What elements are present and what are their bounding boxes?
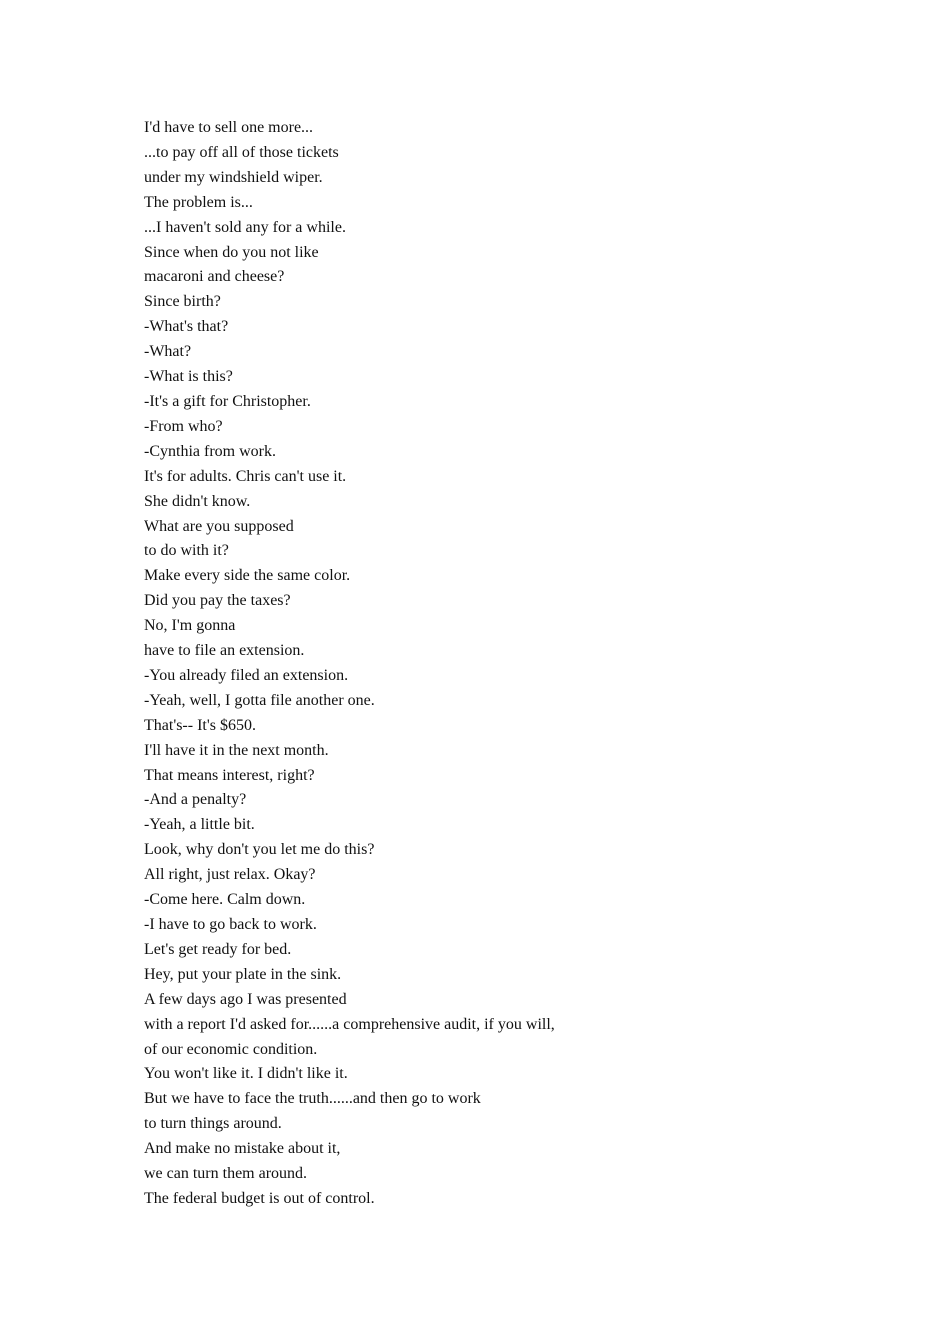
transcript-line: But we have to face the truth......and then go to work: [144, 1090, 481, 1108]
transcript-line: That means interest, right?: [144, 766, 315, 784]
transcript-line: What are you supposed: [144, 517, 294, 535]
transcript-line: All right, just relax. Okay?: [144, 866, 316, 884]
transcript-line: Look, why don't you let me do this?: [144, 841, 375, 859]
transcript-line: ...to pay off all of those tickets: [144, 143, 339, 161]
transcript-line: She didn't know.: [144, 492, 251, 510]
transcript-line: A few days ago I was presented: [144, 990, 347, 1008]
transcript-line: -It's a gift for Christopher.: [144, 392, 311, 410]
transcript-line: under my windshield wiper.: [144, 168, 323, 186]
transcript-line: Make every side the same color.: [144, 567, 351, 585]
transcript-line: Since birth?: [144, 293, 221, 311]
transcript-line: And make no mistake about it,: [144, 1140, 341, 1158]
transcript-line: Let's get ready for bed.: [144, 940, 292, 958]
transcript-line: -And a penalty?: [144, 791, 247, 809]
transcript-line: No, I'm gonna: [144, 617, 236, 635]
transcript-line: -Yeah, well, I gotta file another one.: [144, 691, 375, 709]
transcript-text: [144, 116, 904, 1212]
transcript-line: macaroni and cheese?: [144, 268, 285, 286]
transcript-line: to turn things around.: [144, 1115, 282, 1133]
transcript-line: The federal budget is out of control.: [144, 1189, 375, 1207]
transcript-line: -Come here. Calm down.: [144, 891, 306, 909]
transcript-line: -What?: [144, 343, 192, 361]
transcript-line: The problem is...: [144, 193, 253, 211]
transcript-line: to do with it?: [144, 542, 229, 560]
transcript-line: -What is this?: [144, 368, 233, 386]
transcript-line: I'd have to sell one more...: [144, 119, 314, 136]
transcript-line: You won't like it. I didn't like it.: [144, 1065, 348, 1083]
transcript-line: -You already filed an extension.: [144, 666, 349, 684]
transcript-line: have to file an extension.: [144, 642, 305, 660]
transcript-line: Since when do you not like: [144, 243, 319, 261]
transcript-line: ...I haven't sold any for a while.: [144, 218, 346, 236]
transcript-line: -From who?: [144, 417, 223, 435]
transcript-line: I'll have it in the next month.: [144, 741, 329, 759]
transcript-line: of our economic condition.: [144, 1040, 318, 1058]
transcript-line: It's for adults. Chris can't use it.: [144, 467, 347, 485]
transcript-line: we can turn them around.: [144, 1165, 308, 1183]
transcript-line: -What's that?: [144, 318, 229, 336]
transcript-line: -Yeah, a little bit.: [144, 816, 255, 834]
transcript-line: with a report I'd asked for......a comprehensive audit, if you will,: [144, 1015, 555, 1033]
transcript-line: Hey, put your plate in the sink.: [144, 965, 342, 983]
transcript-line: -I have to go back to work.: [144, 916, 317, 933]
transcript-line: -Cynthia from work.: [144, 442, 276, 460]
transcript-line: That's-- It's $650.: [144, 716, 256, 734]
transcript-line: Did you pay the taxes?: [144, 592, 291, 610]
